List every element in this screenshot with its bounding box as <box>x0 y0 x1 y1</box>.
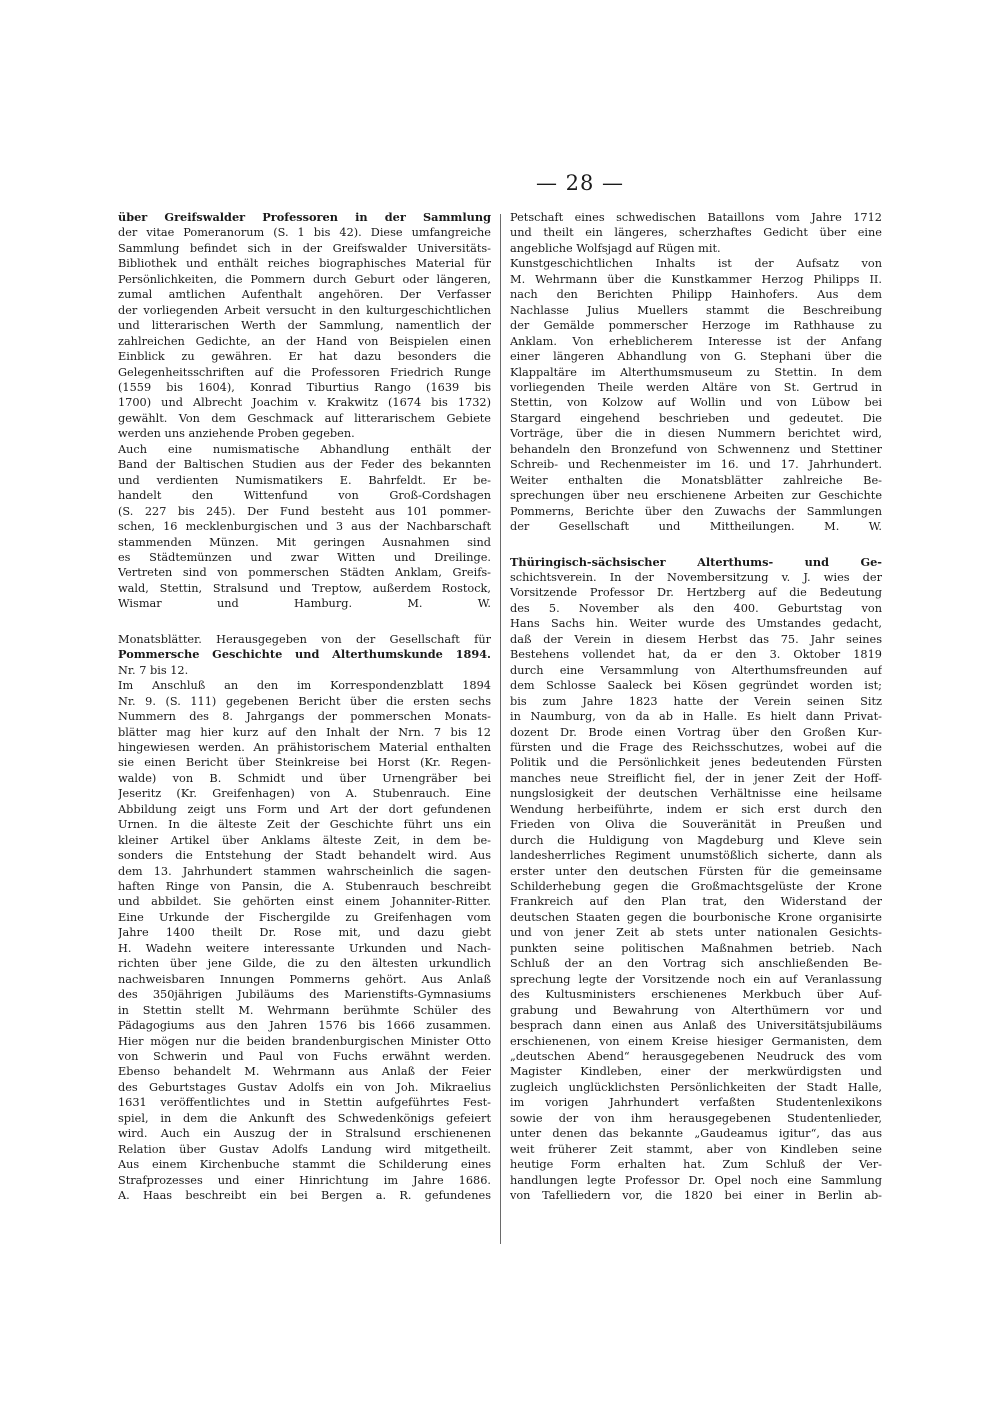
text-line: landesherrliches Regiment unumstößlich sicherte, dann als <box>510 849 882 863</box>
text-line: „deutschen Abend“ herausgegebenen Neudruck des vom <box>510 1050 882 1064</box>
text-line: angebliche Wolfsjagd auf Rügen mit. <box>510 241 721 255</box>
text-line: der Gesellschaft und Mittheilungen. M. W. <box>510 520 882 534</box>
text-line: Nr. 9. (S. 111) gegebenen Bericht über die ersten sechs <box>118 694 491 708</box>
text-line: und verdienten Numismatikers E. Bahrfeldt. Er be- <box>118 473 491 487</box>
text-line: Sammlung befindet sich in der Greifswalder Universitäts- <box>118 241 491 255</box>
text-line: bis zum Jahre 1823 hatte der Verein seinen Sitz <box>510 694 882 708</box>
text-line: Bibliothek und enthält reiches biographisches Material für <box>118 257 491 271</box>
text-line: Pädagogiums aus den Jahren 1576 bis 1666 zusammen. <box>118 1019 491 1033</box>
page-number <box>0 171 1000 195</box>
text-line: (1559 bis 1604), Konrad Tiburtius Rango (1639 bis <box>118 380 491 394</box>
text-line: dozent Dr. Brode einen Vortrag über den Großen Kur- <box>510 725 882 739</box>
text-line: Vorträge, über die in diesen Nummern berichtet wird, <box>510 427 882 441</box>
text-line: manches neue Streiflicht fiel, der in jener Zeit der Hoff- <box>510 771 882 785</box>
text-line: und theilt ein längeres, scherzhaftes Gedicht über eine <box>510 226 882 240</box>
text-line: fürsten und die Frage des Reichsschutzes, wobei auf die <box>510 740 882 754</box>
text-line: Schilderhebung gegen die Großmachtsgelüste der Krone <box>510 880 882 894</box>
text-line: des 5. November als den 400. Geburtstag von <box>510 601 882 615</box>
text-line: 1700) und Albrecht Joachim v. Krakwitz (1674 bis 1732) <box>118 396 491 410</box>
text-line: Jeseritz (Kr. Greifenhagen) von A. Stubenrauch. Eine <box>118 787 491 801</box>
text-line: blätter mag hier kurz auf den Inhalt der Nrn. 7 bis 12 <box>118 725 491 739</box>
text-line: der vorliegenden Arbeit versucht in den kulturgeschichtlichen <box>118 303 491 317</box>
text-line: Nummern des 8. Jahrgangs der pommerschen Monats- <box>118 710 491 724</box>
text-line: in Stettin stellt M. Wehrmann berühmte Schüler des <box>118 1003 491 1017</box>
text-line: des Kultusministers erschienenes Merkbuch über Auf- <box>510 988 882 1002</box>
text-line: dem 13. Jahrhundert stammen wahrscheinlich die sagen- <box>118 864 491 878</box>
text-line: wird. Auch ein Auszug der in Stralsund erschienenen <box>118 1127 491 1141</box>
text-line: über Greifswalder Professoren in der Sammlung <box>118 210 491 224</box>
text-line: Weiter enthalten die Monatsblätter zahlreiche Be- <box>510 473 882 487</box>
text-line: Anklam. Von erheblicherem Interesse ist der Anfang <box>510 334 882 348</box>
text-line: des 350jährigen Jubiläums des Marienstifts-Gymnasiums <box>118 988 491 1002</box>
text-line: werden uns anziehende Proben gegeben. <box>118 427 355 441</box>
text-line: Stettin, von Kolzow auf Wollin und von Lübow bei <box>510 396 882 410</box>
text-line: einer längeren Abhandlung von G. Stephani über die <box>510 350 882 364</box>
text-line: der Gemälde pommerscher Herzoge im Rathhause zu <box>510 319 882 333</box>
text-line: Im Anschluß an den im Korrespondenzblatt 1894 <box>118 679 491 693</box>
text-line: der vitae Pomeranorum (S. 1 bis 42). Diese umfangreiche <box>118 226 491 240</box>
text-line: kleiner Artikel über Anklams älteste Zeit, in dem be- <box>118 833 491 847</box>
text-line: Schluß der an den Vortrag sich anschließenden Be- <box>510 957 882 971</box>
text-line: Jahre 1400 theilt Dr. Rose mit, und dazu giebt <box>118 926 491 940</box>
text-line: sowie der von ihm herausgegebenen Studentenlieder, <box>510 1111 882 1125</box>
text-line: Vorsitzende Professor Dr. Hertzberg auf die Bedeutung <box>510 586 882 600</box>
text-line: behandeln den Bronzefund von Schwennenz und Stettiner <box>510 442 882 456</box>
left-column <box>118 210 491 1204</box>
text-line: und abbildet. Sie gehörten einst einem Johanniter-Ritter. <box>118 895 491 909</box>
text-line: Thüringisch-sächsischer Alterthums- und Ge- <box>510 554 882 569</box>
text-line: hingewiesen werden. An prähistorischem Material enthalten <box>118 740 491 754</box>
paragraph-gap <box>118 612 491 632</box>
text-line: Pommerns, Berichte über den Zuwachs der Sammlungen <box>510 504 882 518</box>
right-column <box>510 210 882 1204</box>
text-line: Band der Baltischen Studien aus der Feder des bekannten <box>118 458 491 472</box>
text-line: sonders die Entstehung der Stadt behandelt wird. Aus <box>118 849 491 863</box>
text-line: nungslosigkeit der deutschen Verhältnisse eine heilsame <box>510 787 882 801</box>
text-line: schichtsverein. In der Novembersitzung v. J. wies der <box>510 570 882 584</box>
text-line: 1631 veröffentlichtes und in Stettin aufgeführtes Fest- <box>118 1096 491 1110</box>
text-line: Wismar und Hamburg. M. W. <box>118 597 491 611</box>
text-line: Stargard eingehend beschrieben und gedeutet. Die <box>510 411 882 425</box>
text-line: handelt den Wittenfund von Groß-Cordshagen <box>118 489 491 503</box>
text-line: sprechung legte der Vorsitzende noch ein auf Veranlassung <box>510 972 882 986</box>
text-line: deutschen Staaten gegen die bourbonische Krone organisirte <box>510 910 882 924</box>
text-line: Eine Urkunde der Fischergilde zu Greifenhagen vom <box>118 910 491 924</box>
text-line: (S. 227 bis 245). Der Fund besteht aus 101 pommer- <box>118 504 491 518</box>
text-line: Kunstgeschichtlichen Inhalts ist der Aufsatz von <box>510 257 882 271</box>
text-line: Magister Kindleben, einer der merkwürdigsten und <box>510 1065 882 1079</box>
text-line: von Tafelliedern vor, die 1820 bei einer in Berlin ab- <box>510 1189 882 1203</box>
text-line: Monatsblätter. Herausgegeben von der Gesellschaft für <box>118 632 491 646</box>
text-line: erster unter den deutschen Fürsten für die gemeinsame <box>510 864 882 878</box>
text-line: es Städtemünzen und zwar Witten und Dreilinge. <box>118 550 491 564</box>
text-line: Persönlichkeiten, die Pommern durch Geburt oder längeren, <box>118 272 491 286</box>
text-line: heutige Form erhalten hat. Zum Schluß der Ver- <box>510 1158 882 1172</box>
text-line: und von jener Zeit ab stets unter nationalen Gesichts- <box>510 926 882 940</box>
text-line: erschienenen, von einem Kreise hiesiger Germanisten, dem <box>510 1034 882 1048</box>
text-line: handlungen legte Professor Dr. Opel noch eine Sammlung <box>510 1173 882 1187</box>
text-line: schen, 16 mecklenburgischen und 3 aus der Nachbarschaft <box>118 520 491 534</box>
text-line: durch die Huldigung von Magdeburg und Kleve sein <box>510 833 882 847</box>
text-line: Frieden von Oliva die Souveränität in Preußen und <box>510 818 882 832</box>
text-line: wald, Stettin, Stralsund und Treptow, außerdem Rostock, <box>118 581 491 595</box>
text-line: von Schwerin und Paul von Fuchs erwähnt werden. <box>118 1050 491 1064</box>
text-line: A. Haas beschreibt ein bei Bergen a. R. gefundenes <box>118 1189 491 1203</box>
text-line: stammenden Münzen. Mit geringen Ausnahmen sind <box>118 535 491 549</box>
text-line: sprechungen über neu erschienene Arbeiten zur Geschichte <box>510 489 882 503</box>
text-line: Frankreich auf den Plan trat, den Widerstand der <box>510 895 882 909</box>
text-line: Schreib- und Rechenmeister im 16. und 17. Jahrhundert. <box>510 458 882 472</box>
text-line: Urnen. In die älteste Zeit der Geschichte führt uns ein <box>118 818 491 832</box>
text-line: Politik und die Persönlichkeit jenes bedeutenden Fürsten <box>510 756 882 770</box>
text-line: Bestehens vollendet hat, da er den 3. Oktober 1819 <box>510 648 882 662</box>
text-line: Klappaltäre im Alterthumsmuseum zu Stettin. In dem <box>510 365 882 379</box>
paragraph-gap <box>510 535 882 555</box>
text-line: Pommersche Geschichte und Alterthumskunde 1894. <box>118 647 491 662</box>
text-line: in Naumburg, von da ab in Halle. Es hielt dann Privat- <box>510 710 882 724</box>
text-line: Strafprozesses und einer Hinrichtung im Jahre 1686. <box>118 1173 491 1187</box>
text-line: und litterarischen Werth der Sammlung, namentlich der <box>118 319 491 333</box>
text-line: Einblick zu gewähren. Er hat dazu besonders die <box>118 350 491 364</box>
text-line: Vertreten sind von pommerschen Städten Anklam, Greifs- <box>118 566 491 580</box>
text-line: Auch eine numismatische Abhandlung enthält der <box>118 442 491 456</box>
text-line: nachweisbaren Innungen Pommerns gehört. Aus Anlaß <box>118 972 491 986</box>
text-line: zugleich unglücklichsten Persönlichkeiten der Stadt Halle, <box>510 1080 882 1094</box>
text-line: Gelegenheitsschriften auf die Professoren Friedrich Runge <box>118 365 491 379</box>
text-line: weit früherer Zeit stammt, aber von Kindleben seine <box>510 1142 882 1156</box>
text-line: dem Schlosse Saaleck bei Kösen gegründet worden ist; <box>510 679 882 693</box>
text-line: sie einen Bericht über Steinkreise bei Horst (Kr. Regen- <box>118 756 491 770</box>
text-line: Nachlasse Julius Muellers stammt die Beschreibung <box>510 303 882 317</box>
text-line: H. Wadehn weitere interessante Urkunden und Nach- <box>118 941 491 955</box>
text-line: unter denen das bekannte „Gaudeamus igitur“, das aus <box>510 1127 882 1141</box>
text-line: spiel, in dem die Ankunft des Schwedenkönigs gefeiert <box>118 1111 491 1125</box>
text-line: walde) von B. Schmidt und über Urnengräber bei <box>118 771 491 785</box>
text-line: Wendung herbeiführte, indem er sich erst durch den <box>510 802 882 816</box>
text-line: Aus einem Kirchenbuche stammt die Schilderung eines <box>118 1158 491 1172</box>
text-line: Relation über Gustav Adolfs Landung wird mitgetheilt. <box>118 1142 491 1156</box>
text-line: punkten seine politischen Maßnahmen betrieb. Nach <box>510 941 882 955</box>
column-divider <box>500 214 501 1244</box>
text-line: des Geburtstages Gustav Adolfs ein von Joh. Mikraelius <box>118 1080 491 1094</box>
text-line: grabung und Bewahrung von Alterthümern vor und <box>510 1003 882 1017</box>
text-line: gewählt. Von dem Geschmack auf litterarischem Gebiete <box>118 411 491 425</box>
text-line: durch eine Versammlung von Alterthumsfreunden auf <box>510 663 882 677</box>
text-line: zumal amtlichen Aufenthalt angehören. Der Verfasser <box>118 288 491 302</box>
text-line: Hier mögen nur die beiden brandenburgischen Minister Otto <box>118 1034 491 1048</box>
text-line: vorliegenden Theile werden Altäre von St. Gertrud in <box>510 380 882 394</box>
text-line: haften Ringe von Pansin, die A. Stubenrauch beschreibt <box>118 880 491 894</box>
text-line: Abbildung zeigt uns Form und Art der dort gefundenen <box>118 802 491 816</box>
text-line: nach den Berichten Philipp Hainhofers. Aus dem <box>510 288 882 302</box>
text-line: Petschaft eines schwedischen Bataillons vom Jahre 1712 <box>510 211 882 224</box>
text-line: zahlreichen Gedichte, an der Hand von Beispielen einen <box>118 334 491 348</box>
page-number-text: — 28 — <box>535 171 625 195</box>
text-line: Hans Sachs hin. Weiter wurde des Umstandes gedacht, <box>510 617 882 631</box>
text-line: richten über jene Gilde, die zu den ältesten urkundlich <box>118 957 491 971</box>
text-line: Ebenso behandelt M. Wehrmann aus Anlaß der Feier <box>118 1065 491 1079</box>
text-line: besprach dann einen aus Anlaß des Universitätsjubiläums <box>510 1019 882 1033</box>
text-line: M. Wehrmann über die Kunstkammer Herzog Philipps II. <box>510 272 882 286</box>
text-line: Nr. 7 bis 12. <box>118 663 189 677</box>
text-line: im vorigen Jahrhundert verfaßten Studentenlexikons <box>510 1096 882 1110</box>
text-line: daß der Verein in diesem Herbst das 75. Jahr seines <box>510 632 882 646</box>
